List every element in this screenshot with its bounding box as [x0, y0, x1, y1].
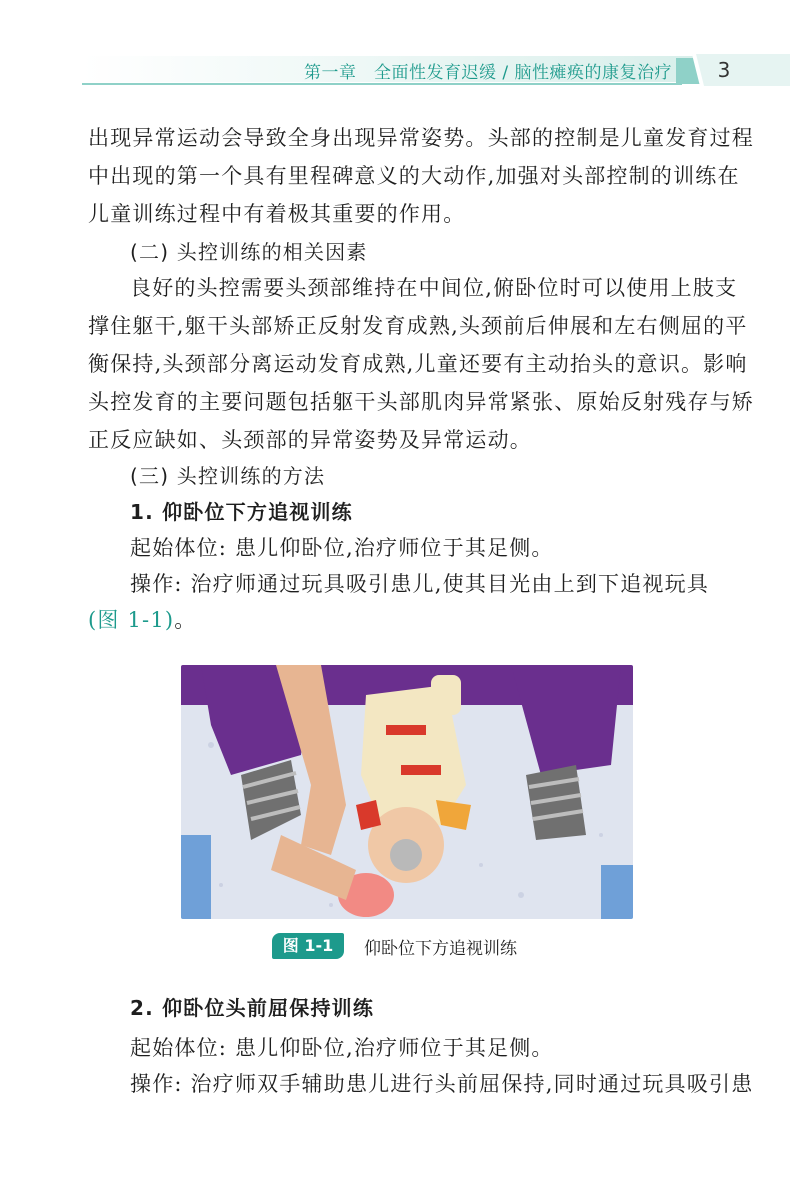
paragraph-line: 儿童训练过程中有着极其重要的作用。	[88, 202, 466, 226]
figure-reference: (图 1-1)	[88, 608, 175, 632]
paragraph-line: 衡保持,头颈部分离运动发育成熟,儿童还要有主动抬头的意识。影响	[88, 352, 748, 376]
paragraph-line: 头控发育的主要问题包括躯干头部肌肉异常紧张、原始反射残存与矫	[88, 390, 754, 414]
subsection-heading: 1. 仰卧位下方追视训练	[130, 500, 353, 524]
paragraph-line: 操作: 治疗师通过玩具吸引患儿,使其目光由上到下追视玩具	[130, 572, 710, 596]
paragraph-line: 起始体位: 患儿仰卧位,治疗师位于其足侧。	[130, 1036, 554, 1060]
figure-photo	[181, 665, 633, 919]
figure-caption: 仰卧位下方追视训练	[364, 939, 517, 959]
header-rule	[82, 83, 682, 85]
paragraph-line: 出现异常运动会导致全身出现异常姿势。头部的控制是儿童发育过程	[88, 126, 754, 150]
paragraph-line: 中出现的第一个具有里程碑意义的大动作,加强对头部控制的训练在	[88, 164, 740, 188]
paragraph-line: 良好的头控需要头颈部维持在中间位,俯卧位时可以使用上肢支	[130, 276, 738, 300]
paragraph-line: 撑住躯干,躯干头部矫正反射发育成熟,头颈前后伸展和左右侧屈的平	[88, 314, 748, 338]
paragraph-line: 起始体位: 患儿仰卧位,治疗师位于其足侧。	[130, 536, 554, 560]
figure-reference-line	[88, 604, 196, 634]
page-number: 3	[717, 58, 731, 82]
chapter-title: 第一章 全面性发育迟缓 / 脑性瘫痪的康复治疗	[303, 63, 672, 83]
section-heading: (二) 头控训练的相关因素	[130, 240, 368, 264]
figure-reference-end: 。	[174, 608, 197, 632]
subsection-heading: 2. 仰卧位头前屈保持训练	[130, 996, 375, 1020]
figure-label-badge: 图 1-1	[272, 933, 344, 959]
paragraph-line: 操作: 治疗师双手辅助患儿进行头前屈保持,同时通过玩具吸引患	[130, 1072, 754, 1096]
paragraph-line: 正反应缺如、头颈部的异常姿势及异常运动。	[88, 428, 532, 452]
section-heading: (三) 头控训练的方法	[130, 464, 326, 488]
